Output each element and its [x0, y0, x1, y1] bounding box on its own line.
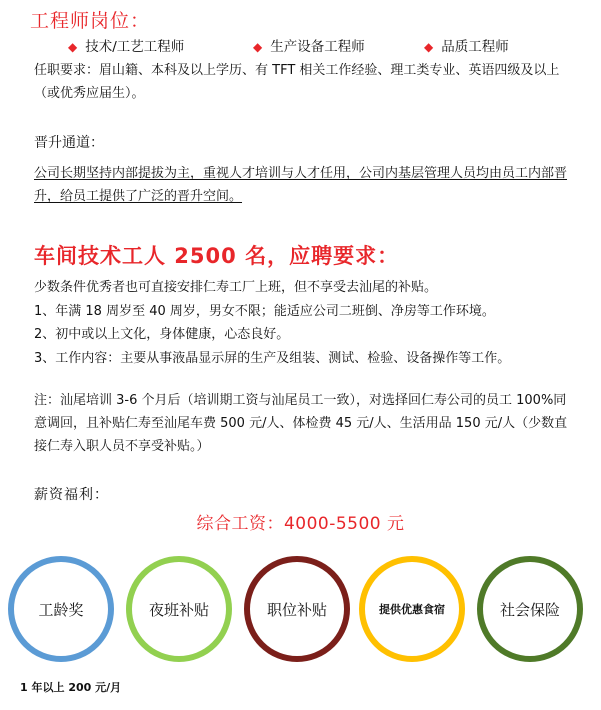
position-item	[68, 35, 184, 55]
seniority-footnote: 1 年以上 200 元/月	[20, 681, 122, 694]
position-list	[0, 35, 601, 57]
benefit-label: 社会保险	[499, 600, 560, 619]
workshop-title: 车间技术工人 2500 名，应聘要求：	[34, 244, 400, 268]
position-label: 技术/工艺工程师	[85, 39, 185, 55]
position-item	[424, 35, 509, 55]
position-item	[253, 35, 365, 55]
promotion-text: 公司长期坚持内部提拔为主，重视人才培训与人才任用，公司内基层管理人员均由员工内部晋升，给员工提供了广泛的晋升空间。	[34, 166, 568, 204]
benefit-circle-meals-housing	[359, 556, 465, 662]
diamond-bullet-icon: ◆	[253, 40, 263, 54]
benefit-label: 提供优惠食宿	[379, 603, 445, 616]
benefit-circle-night-shift	[126, 556, 232, 662]
benefit-circle-seniority	[8, 556, 114, 662]
engineer-title: 工程师岗位：	[30, 10, 151, 32]
benefit-label: 职位补贴	[266, 600, 327, 619]
diamond-bullet-icon: ◆	[68, 40, 78, 54]
list-item: 2、初中或以上文化，身体健康，心态良好。	[34, 327, 290, 342]
benefit-circle-position	[244, 556, 350, 662]
position-label: 生产设备工程师	[270, 39, 365, 55]
salary-label: 薪资福利：	[34, 487, 109, 503]
diamond-bullet-icon: ◆	[424, 40, 434, 54]
position-label: 品质工程师	[441, 39, 509, 55]
list-item: 3、工作内容：主要从事液晶显示屏的生产及组装、测试、检验、设备操作等工作。	[34, 350, 511, 366]
workshop-requirements-list	[34, 276, 584, 370]
promotion-title: 晋升通道：	[34, 135, 104, 151]
list-item: 少数条件优秀者也可直接安排仁寿工厂上班，但不享受去汕尾的补贴。	[34, 280, 438, 295]
engineer-requirements: 任职要求：眉山籍、本科及以上学历、有 TFT 相关工作经验、理工类专业、英语四级及以上（或优秀应届生）。	[34, 63, 560, 101]
benefit-label: 工龄奖	[38, 600, 84, 619]
salary-value: 综合工资：4000-5500 元	[196, 514, 405, 534]
training-note: 注：汕尾培训 3-6 个月后（培训期工资与汕尾员工一致），对选择回仁寿公司的员工 100%同意调回，且补贴仁寿至汕尾车费 500 元/人、体检费 45 元/人、生活用品 150 元/人（少数直接仁寿入职人员不享受补贴。）	[34, 393, 568, 454]
benefit-circle-social-insurance	[477, 556, 583, 662]
list-item: 1、年满 18 周岁至 40 周岁，男女不限；能适应公司二班倒、净房等工作环境。	[34, 303, 495, 319]
benefit-label: 夜班补贴	[148, 600, 209, 619]
